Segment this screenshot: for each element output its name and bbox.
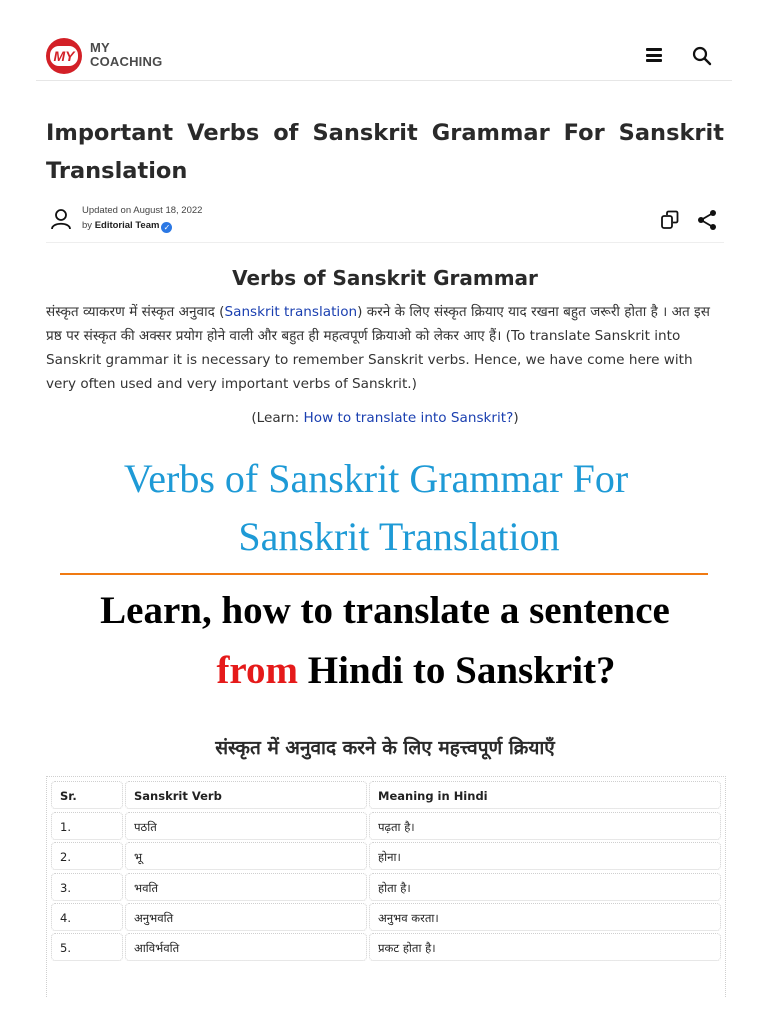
- search-icon[interactable]: [692, 46, 712, 66]
- logo-text-line1: MY: [90, 40, 110, 55]
- banner-subtitle-line1: Learn, how to translate a sentence: [100, 589, 670, 632]
- table-row: [47, 903, 725, 933]
- table-cell-meaning: अनुभव करता।: [369, 903, 721, 931]
- table-cell-verb: अनुभवति: [125, 903, 367, 931]
- column-header-verb: Sanskrit Verb: [125, 781, 367, 809]
- banner-divider: [60, 573, 708, 575]
- learn-suffix: ): [513, 410, 519, 426]
- site-header: [36, 30, 732, 81]
- verbs-table: [46, 776, 726, 997]
- banner-title-line2: Sanskrit Translation: [238, 514, 560, 559]
- banner-subtitle-line2: [46, 648, 768, 694]
- table-row: [47, 873, 725, 903]
- section-heading: Verbs of Sanskrit Grammar: [232, 266, 538, 290]
- table-heading: संस्कृत में अनुवाद करने के लिए महत्त्वपूर्ण क्रियाएँ: [215, 737, 555, 759]
- learn-prefix: (Learn:: [251, 410, 304, 426]
- table-cell-verb: भवति: [125, 873, 367, 901]
- hamburger-menu-icon[interactable]: [646, 48, 662, 62]
- table-cell-sr: 5.: [51, 933, 123, 961]
- how-to-translate-link[interactable]: How to translate into Sanskrit?: [303, 410, 514, 426]
- table-row: [47, 933, 725, 963]
- logo-text-line2: COACHING: [90, 54, 163, 69]
- article-title: Important Verbs of Sanskrit Grammar For Sanskrit Translation: [46, 120, 724, 184]
- table-row: [47, 842, 725, 872]
- banner-image: [46, 448, 724, 718]
- user-icon: [50, 208, 72, 230]
- table-header-row: [47, 781, 725, 811]
- table-cell-sr: 2.: [51, 842, 123, 870]
- logo-text[interactable]: [90, 41, 162, 69]
- banner-title-line1: Verbs of Sanskrit Grammar For: [123, 456, 629, 501]
- site-logo[interactable]: [46, 38, 86, 74]
- copy-icon[interactable]: [660, 210, 680, 230]
- table-cell-meaning: प्रकट होता है।: [369, 933, 721, 961]
- table-cell-meaning: पढ़ता है।: [369, 812, 721, 840]
- table-cell-meaning: होना।: [369, 842, 721, 870]
- intro-text-1: संस्कृत व्याकरण में संस्कृत अनुवाद (: [46, 304, 225, 320]
- author-name[interactable]: Editorial Team: [94, 220, 160, 231]
- table-cell-verb: आविर्भवति: [125, 933, 367, 961]
- table-row: [47, 812, 725, 842]
- banner-highlight-word: from: [216, 649, 299, 692]
- updated-date: Updated on August 18, 2022: [82, 205, 203, 216]
- author-line: [82, 220, 172, 233]
- banner-subtitle-rest: Hindi to Sanskrit?: [298, 649, 616, 692]
- share-icon[interactable]: [696, 209, 718, 231]
- intro-paragraph: [46, 300, 726, 396]
- table-cell-verb: पठति: [125, 812, 367, 840]
- table-cell-verb: भू: [125, 842, 367, 870]
- author-prefix: by: [82, 220, 93, 231]
- table-cell-sr: 1.: [51, 812, 123, 840]
- intro-text-2: ) करने के लिए संस्कृत क्रियाए याद रखना बहुत जरूरी होता है । अत इस प्रष्ठ पर संस्कृत की अक्सर प्रयोग होने वाली और बहुत ही महत्वपूर्ण क्रियाओ को लेकर आए हैं। (To translate Sanskrit into Sanskrit grammar it is necessary to remember Sanskrit verbs. Hence, we have come here with very often used and very important verbs of Sanskrit.): [46, 304, 710, 392]
- column-header-meaning: Meaning in Hindi: [369, 781, 721, 809]
- table-cell-sr: 4.: [51, 903, 123, 931]
- table-cell-sr: 3.: [51, 873, 123, 901]
- logo-mark: [46, 38, 82, 74]
- column-header-sr: Sr.: [51, 781, 123, 809]
- article-meta: [46, 198, 724, 243]
- logo-mark-text: MY: [50, 46, 78, 66]
- learn-line: [46, 410, 724, 426]
- verified-icon: ✓: [161, 222, 172, 233]
- sanskrit-translation-link[interactable]: Sanskrit translation: [224, 304, 358, 320]
- table-cell-meaning: होता है।: [369, 873, 721, 901]
